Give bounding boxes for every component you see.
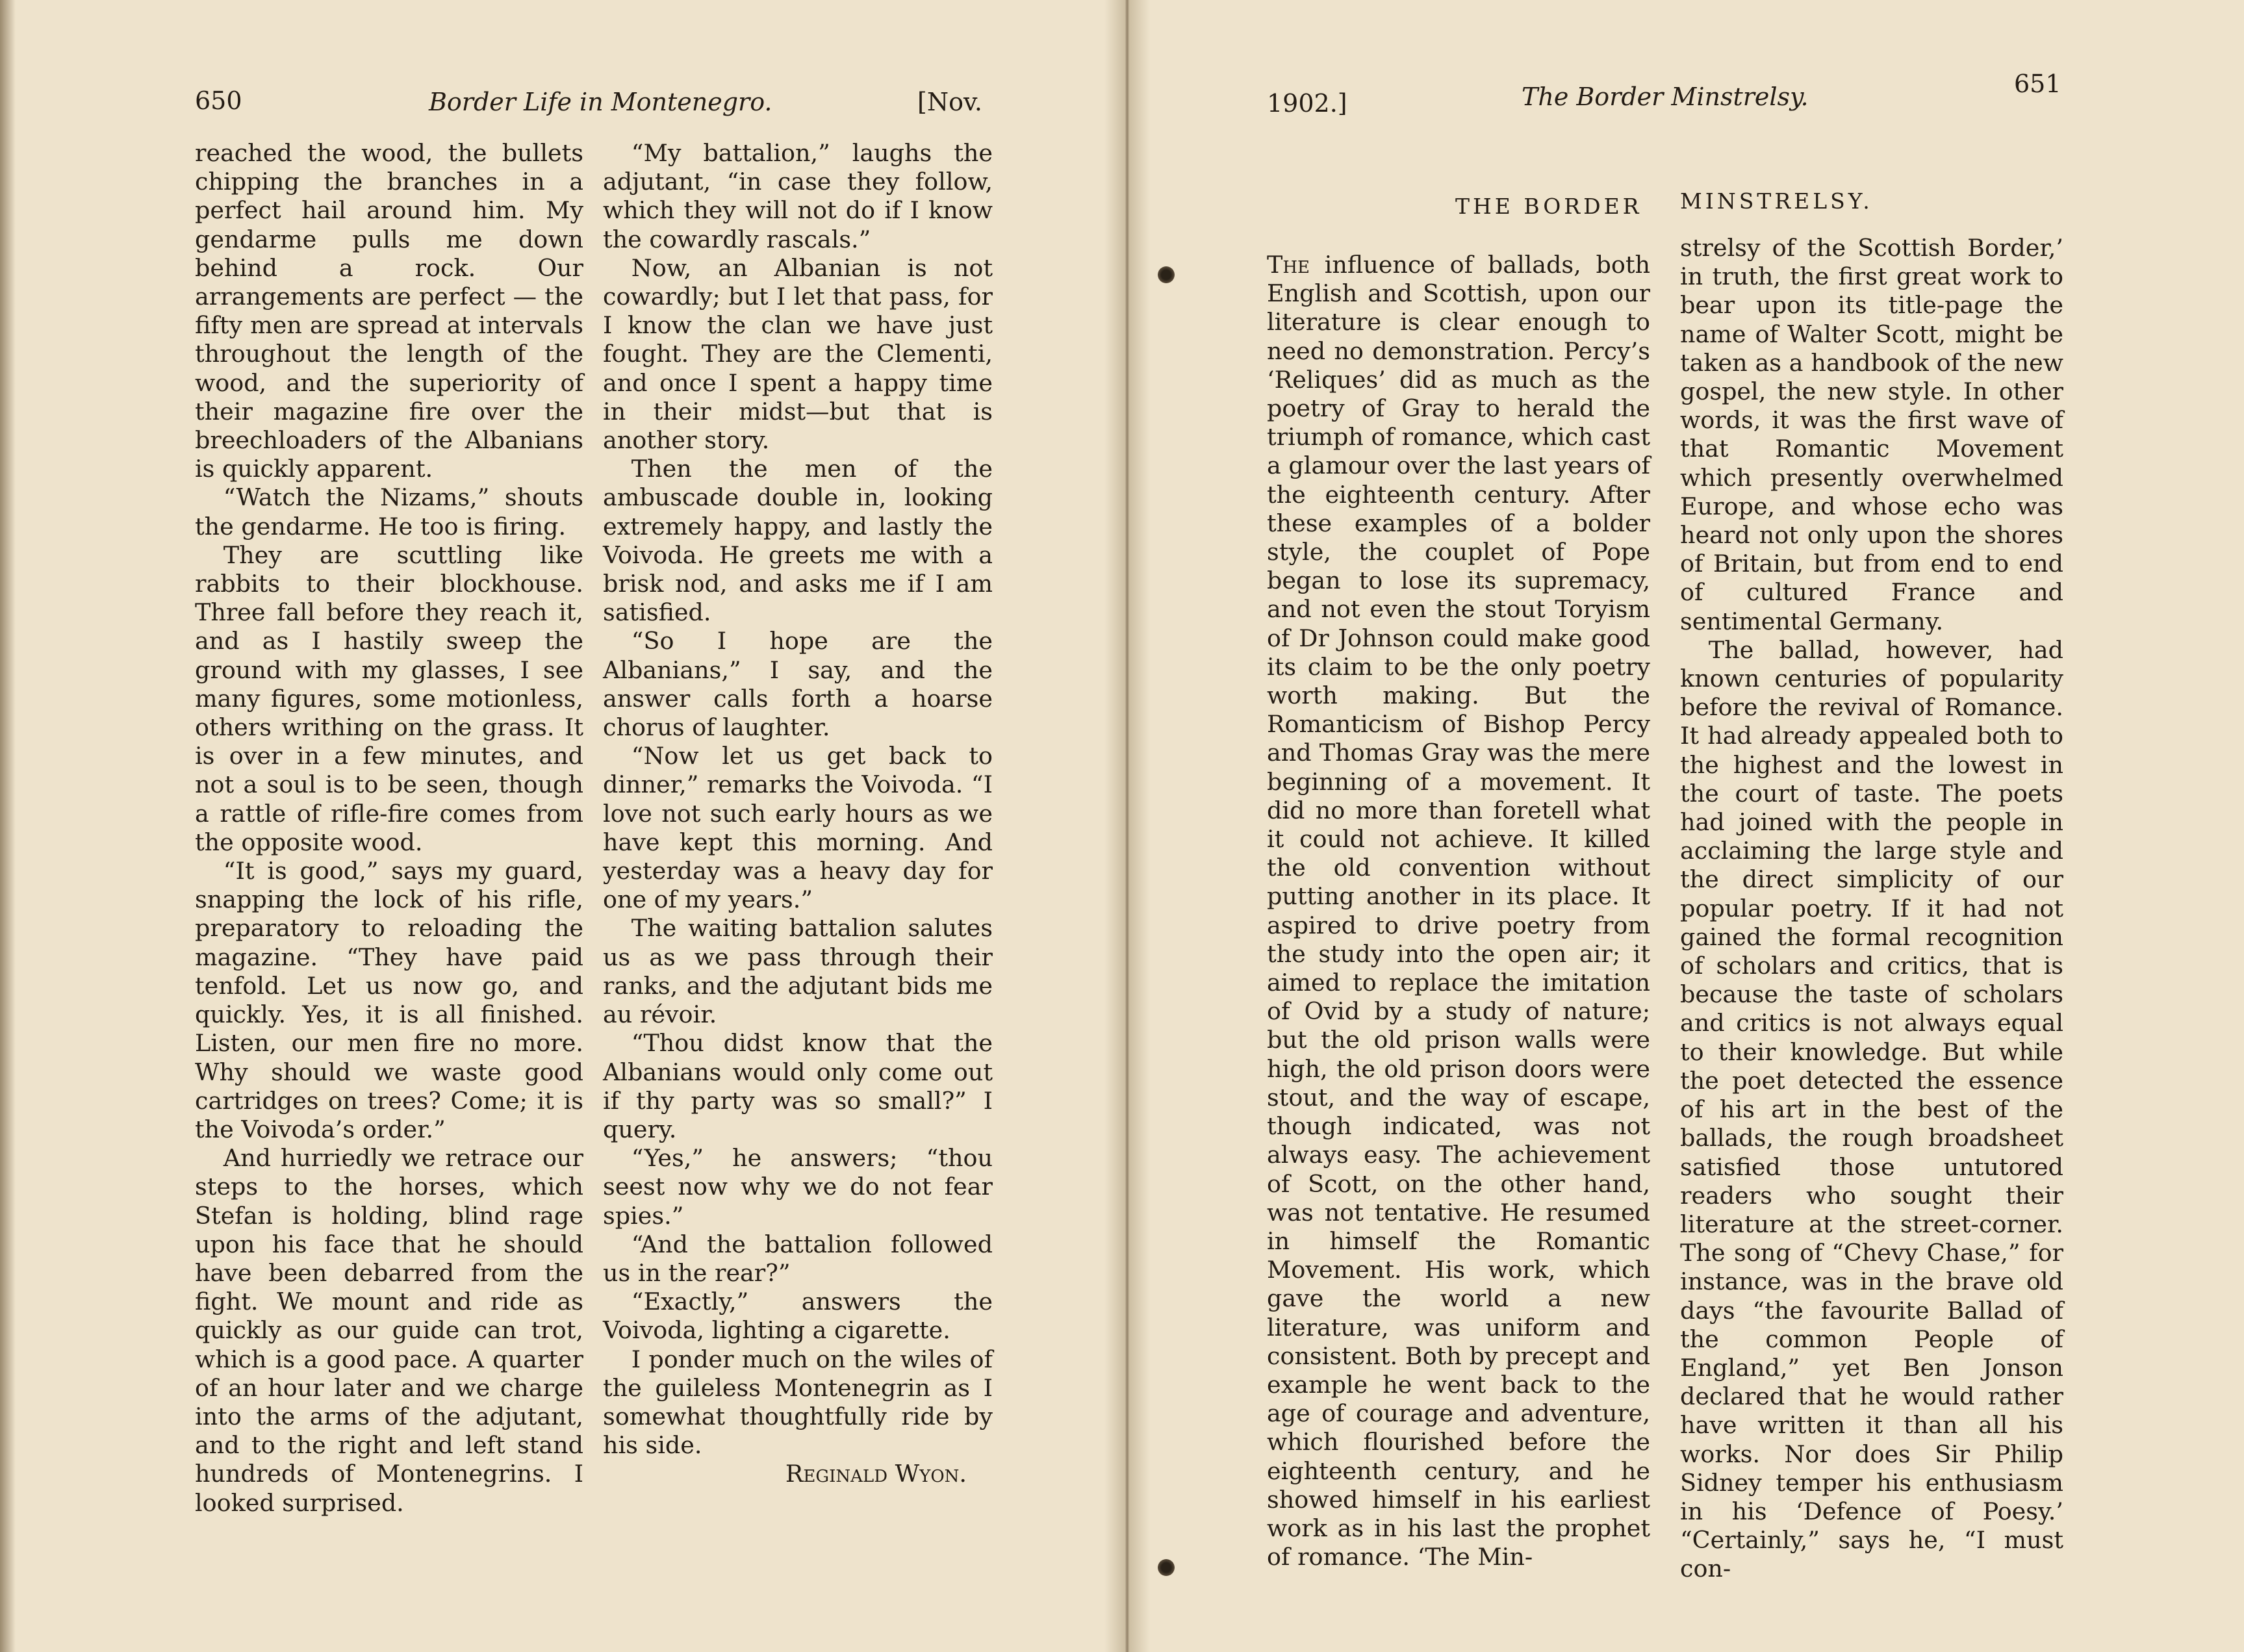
article-heading-right: MINSTRELSY. xyxy=(1680,188,1873,214)
binding-hole xyxy=(1158,1559,1175,1576)
left-column-2 xyxy=(603,139,993,1489)
paragraph: strelsy of the Scottish Border,’ in truth, the first great work to bear upon its title-page the name of Walter Scott, might be taken as a handbook of the new gospel, the new style. In other words, it was the first wave of that Romantic Movement which presently overwhelmed Europe, and whose echo was heard not only upon the shores of Britain, but from end to end of cultured France and sentimental Germany. xyxy=(1680,234,2063,635)
paragraph: “Now let us get back to dinner,” remarks the Voivoda. “I love not such early hours as we have kept this morning. And yesterday was a heavy day for one of my years.” xyxy=(603,742,993,914)
paragraph: “So I hope are the Albanians,” I say, and the answer calls forth a hoarse chorus of laughter. xyxy=(603,627,993,742)
binding-hole xyxy=(1158,266,1175,283)
page-edge-shadow xyxy=(0,0,16,1652)
paragraph: “Watch the Nizams,” shouts the gendarme. He too is firing. xyxy=(195,483,583,540)
right-running-title xyxy=(1522,82,1809,112)
paragraph-text: influence of ballads, both English and Scottish, upon our literature is clear enough to need no demonstration. Percy’s ‘Reliques’ did as much as the poetry of Gray to herald the triumph of romance, which cast a glamour over the last years of the eighteenth century. After these examples of a bolder style, the couplet of Pope began to lose its supremacy, and not even the stout Toryism of Dr Johnson could make good its claim to be the only poetry worth making. But the Romanticism of Bishop Percy and Thomas Gray was the mere beginning of a movement. It did no more than foretell what it could not achieve. It killed the old convention without putting another in its place. It aspired to drive poetry from the study into the open air; it aimed to replace the imitation of Ovid by a study of nature; but the old prison walls were high, the old prison doors were stout, and the way of escape, though indicated, was not always easy. The achievement of Scott, on the other hand, was not tentative. He resumed in himself the Romantic Movement. His work, which gave the world a new literature, was uniform and consistent. Both by precept and example he went back to the age of courage and adventure, which flourished before the eighteenth century, and he showed himself in his earliest work as in his last the prophet of romance. ‘The Min- xyxy=(1267,251,1650,1571)
paragraph: “Yes,” he answers; “thou seest now why we do not fear spies.” xyxy=(603,1144,993,1230)
paragraph: And hurriedly we retrace our steps to the horses, which Stefan is holding, blind rage upon his face that he should have been debarred from the fight. We mount and ride as quickly as our guide can trot, which is a good pace. A quarter of an hour later and we charge into the arms of the adjutant, and to the right and left stand hundreds of Montenegrins. I looked surprised. xyxy=(195,1144,583,1517)
left-date-marker: [Nov. xyxy=(917,88,982,116)
paragraph: “My battalion,” laughs the adjutant, “in case they follow, which they will not do if I know the cowardly rascals.” xyxy=(603,139,993,253)
paragraph: “Thou didst know that the Albanians would only come out if thy party was so small?” I query. xyxy=(603,1029,993,1143)
right-column-1 xyxy=(1267,251,1650,1571)
paragraph: “Exactly,” answers the Voivoda, lighting a cigarette. xyxy=(603,1288,993,1345)
right-running-title-text: The Border Minstrelsy. xyxy=(1522,83,1809,111)
right-date-marker: 1902.] xyxy=(1267,89,1347,118)
article-heading-left: THE BORDER xyxy=(1455,194,1642,219)
paragraph: The waiting battalion salutes us as we pass through their ranks, and the adjutant bids me au révoir. xyxy=(603,914,993,1029)
paragraph: reached the wood, the bullets chipping the branches in a perfect hail around him. My gendarme pulls me down behind a rock. Our arrangements are perfect — the fifty men are spread at intervals throughout the length of the wood, and the superiority of their magazine fire over the breechloaders of the Albanians is quickly apparent. xyxy=(195,139,583,483)
right-column-2 xyxy=(1680,234,2063,1584)
paragraph xyxy=(1267,251,1650,1571)
left-running-title-text: Border Life in Montenegro. xyxy=(429,88,772,116)
paragraph: I ponder much on the wiles of the guileless Montenegrin as I somewhat thoughtfully ride by his side. xyxy=(603,1345,993,1460)
left-running-title xyxy=(429,87,772,117)
paragraph: “It is good,” says my guard, snapping the lock of his rifle, preparatory to reloading the magazine. “They have paid tenfold. Let us now go, and quickly. Yes, it is all finished. Listen, our men fire no more. Why should we waste good cartridges on trees? Come; it is the Voivoda’s order.” xyxy=(195,857,583,1143)
paragraph: They are scuttling like rabbits to their blockhouse. Three fall before they reach it, and as I hastily sweep the ground with my glasses, I see many figures, some motionless, others writhing on the grass. It is over in a few minutes, and not a soul is to be seen, though a rattle of rifle-fire comes from the opposite wood. xyxy=(195,540,583,856)
paragraph: “And the battalion followed us in the rear?” xyxy=(603,1230,993,1287)
right-page xyxy=(1124,0,2244,1652)
right-page-number: 651 xyxy=(2014,70,2061,98)
paragraph: Then the men of the ambuscade double in, looking extremely happy, and lastly the Voivoda. He greets me with a brisk nod, and asks me if I am satisfied. xyxy=(603,455,993,627)
paragraph: Now, an Albanian is not cowardly; but I let that pass, for I know the clan we have just fought. They are the Clementi, and once I spent a happy time in their midst—but that is another story. xyxy=(603,253,993,455)
left-column-1 xyxy=(195,139,583,1518)
opening-word: The xyxy=(1267,251,1310,279)
book-gutter xyxy=(1104,0,1150,1652)
paragraph: The ballad, however, had known centuries of popularity before the revival of Romance. It had already appealed both to the highest and the lowest in the court of taste. The poets had joined with the people in acclaiming the large style and the direct simplicity of our popular poetry. If it had not gained the formal recognition of scholars and critics, that is because the taste of scholars and critics is not always equal to their knowledge. But while the poet detected the essence of his art in the best of the ballads, the rough broadsheet satisfied those untutored readers who sought their literature at the street-corner. The song of “Chevy Chase,” for instance, was in the brave old days “the favourite Ballad of the common People of England,” yet Ben Jonson declared that he would rather have written it than all his works. Nor does Sir Philip Sidney temper his enthusiasm in his ‘Defence of Poesy.’ “Certainly,” says he, “I must con- xyxy=(1680,635,2063,1583)
author-signature: Reginald Wyon. xyxy=(785,1460,967,1488)
left-page-number: 650 xyxy=(195,86,242,115)
